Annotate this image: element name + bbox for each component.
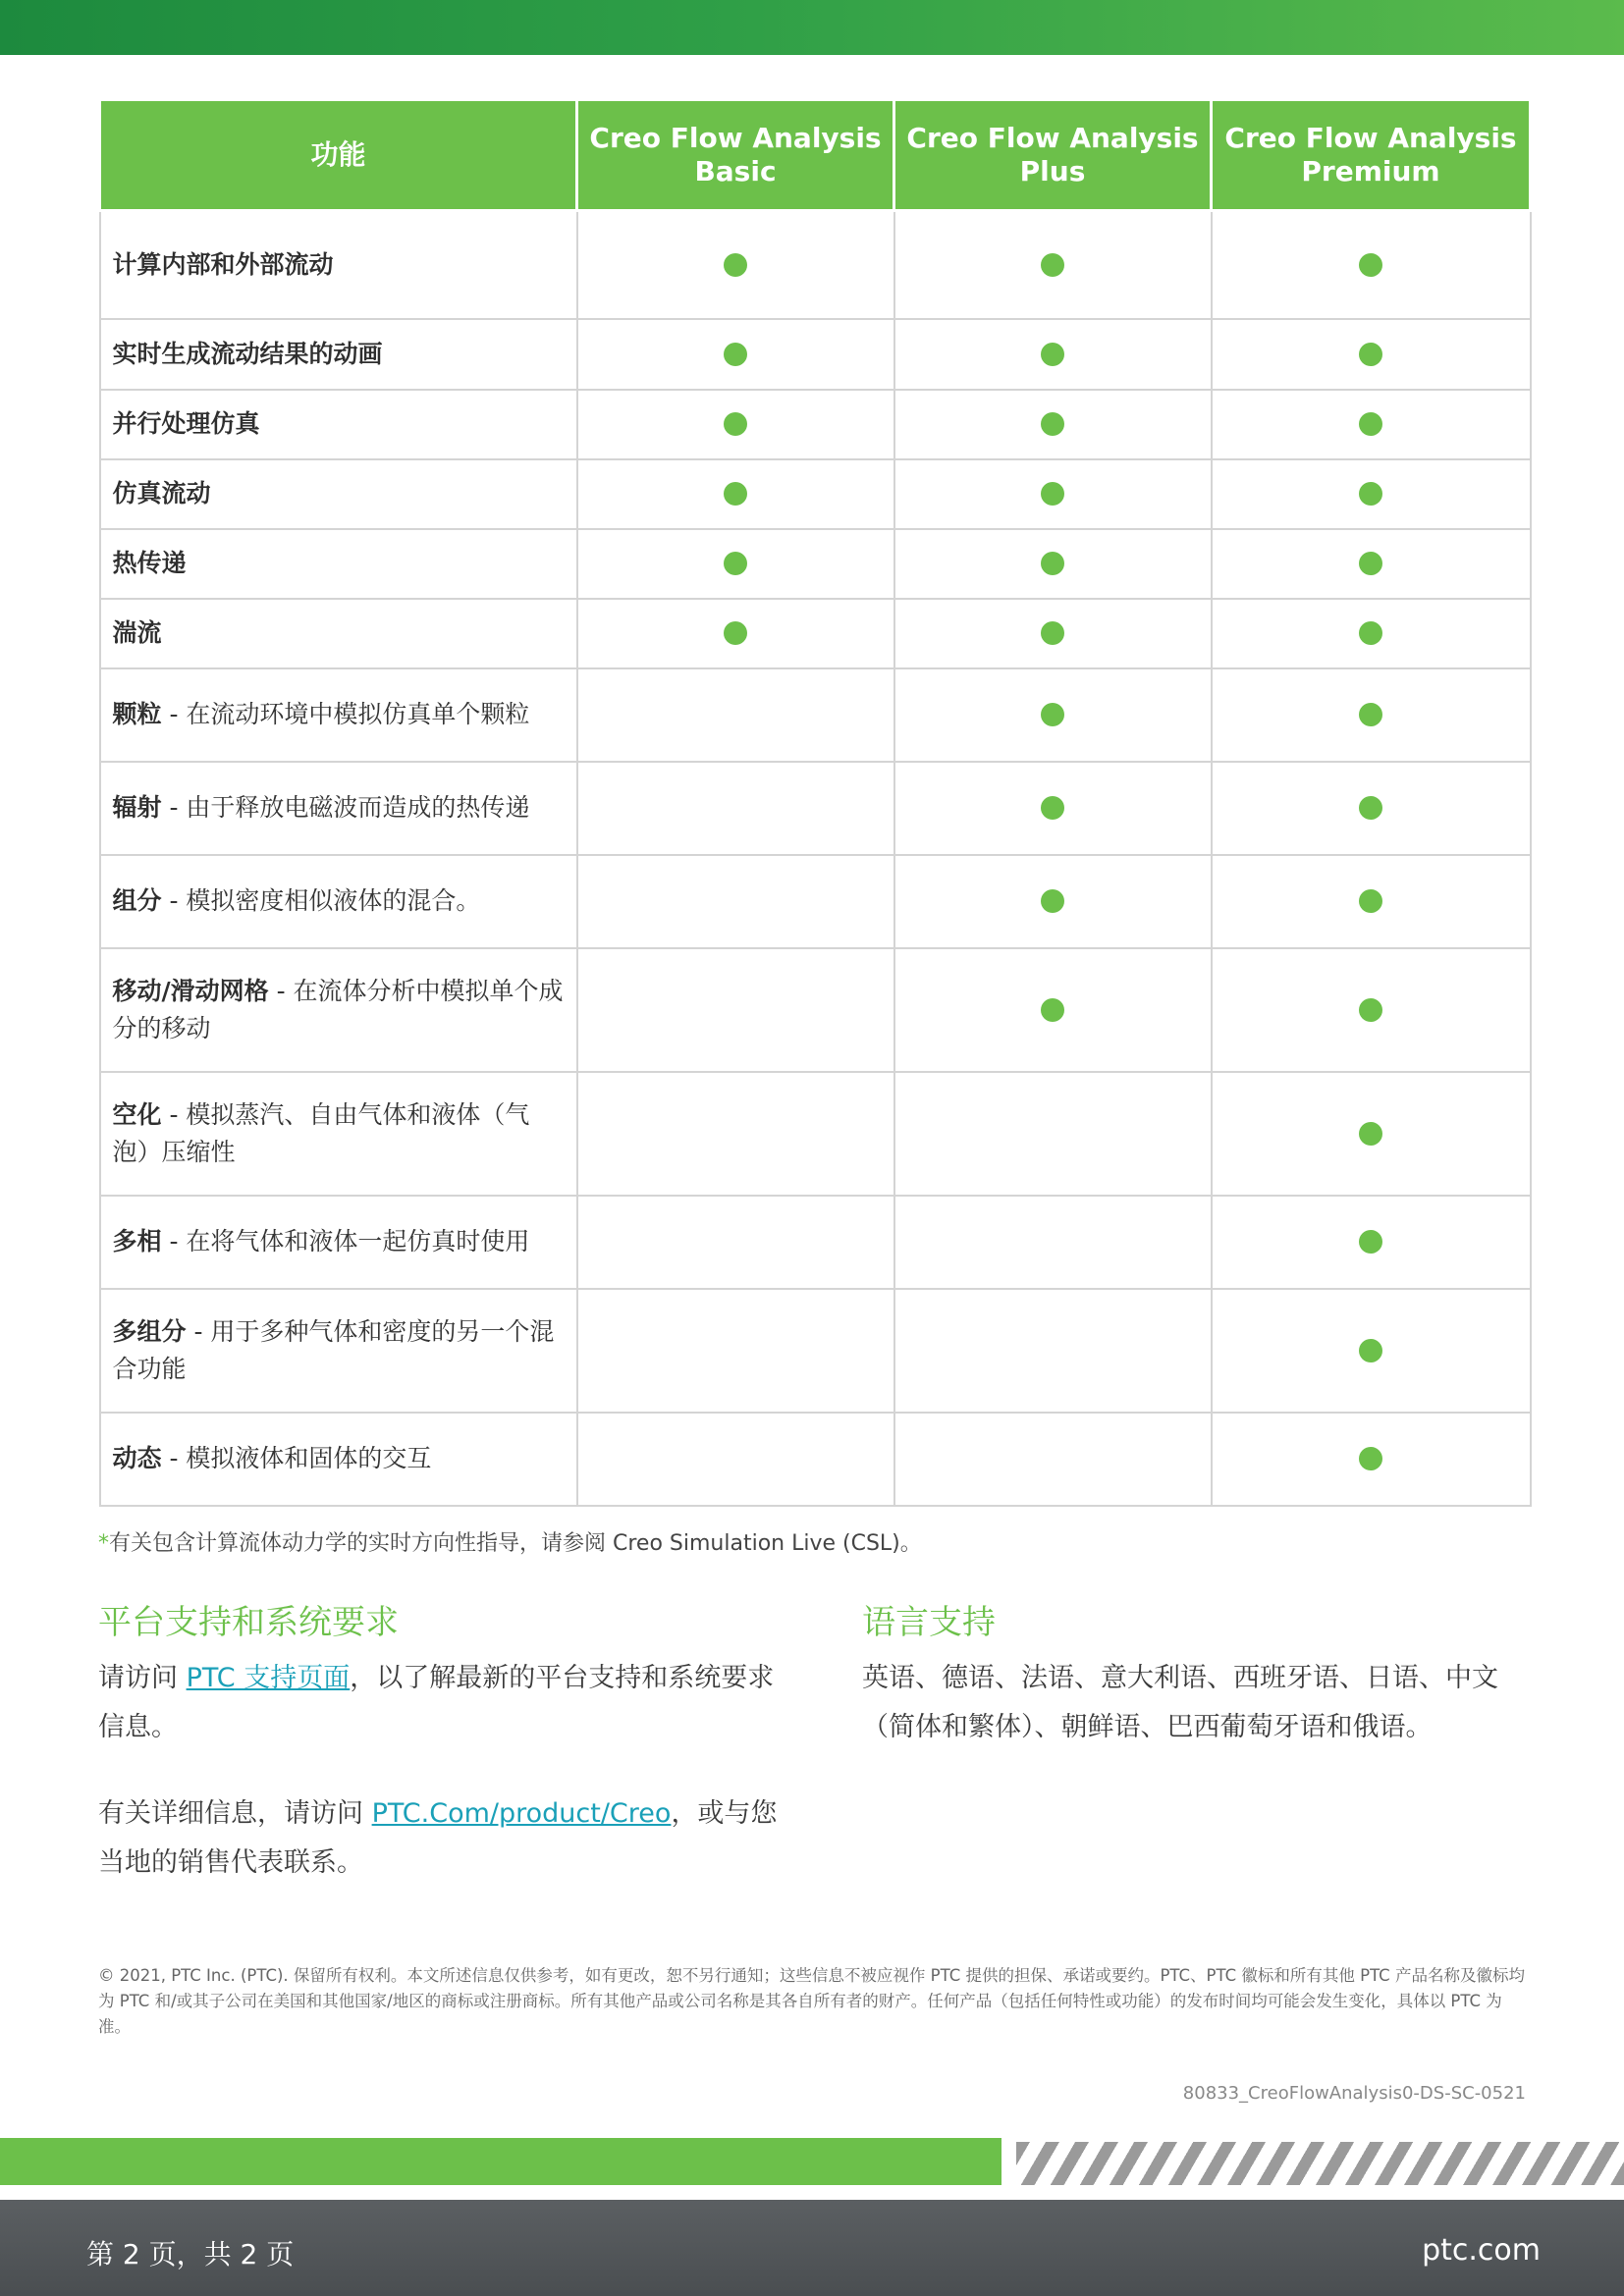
header-premium-line1: Creo Flow Analysis (1224, 122, 1517, 154)
top-banner (0, 0, 1624, 55)
included-dot-icon (1041, 412, 1064, 436)
cell-basic (577, 529, 894, 599)
included-dot-icon (1359, 253, 1382, 277)
cell-plus (894, 762, 1212, 855)
feature-name: 仿真流动 (112, 479, 211, 507)
cell-plus (894, 459, 1212, 529)
feature-name: 多组分 (112, 1316, 187, 1346)
cell-plus (894, 1072, 1212, 1196)
table-row (100, 529, 1531, 599)
feature-description: - 模拟蒸汽、自由气体和液体（气泡）压缩性 (112, 1099, 530, 1166)
cell-premium (1212, 211, 1531, 319)
cell-basic (577, 211, 894, 319)
legal-notice: © 2021, PTC Inc. (PTC). 保留所有权利。本文所述信息仅供参考，如有更改，恕不另行通知；这些信息不被应视作 PTC 提供的担保、承诺或要约。PTC、PTC 徽标和所有其他 PTC 产品名称及徽标均为 PTC 和/或其子公司在美国和其他国家/地区的商标或注册商标。所有其他产品或公司名称是其各自所有者的财产。任何产品（包括任何特性或功能）的发布时间均可能会发生变化，具体以 PTC 为准。 (98, 1966, 1525, 2036)
language-section-title: 语言支持 (862, 1603, 996, 1642)
feature-name: 颗粒 (112, 700, 162, 728)
cell-premium (1212, 762, 1531, 855)
footnote-text: 有关包含计算流体动力学的实时方向性指导，请参阅 Creo Simulation Live (CSL)。 (109, 1531, 922, 1556)
table-row (100, 762, 1531, 855)
feature-cell (100, 529, 577, 599)
included-dot-icon (724, 412, 747, 436)
feature-description: - 由于释放电磁波而造成的热传递 (161, 793, 530, 822)
feature-cell (100, 599, 577, 668)
feature-name: 辐射 (112, 793, 162, 822)
cell-premium (1212, 1196, 1531, 1289)
table-row (100, 855, 1531, 948)
included-dot-icon (1359, 1230, 1382, 1254)
included-dot-icon (724, 253, 747, 277)
cell-plus (894, 1196, 1212, 1289)
included-dot-icon (1359, 889, 1382, 913)
feature-cell (100, 668, 577, 762)
table-row (100, 1413, 1531, 1506)
platform-p1-before: 请访问 (98, 1663, 187, 1693)
header-plus-line1: Creo Flow Analysis (906, 122, 1199, 154)
feature-cell (100, 211, 577, 319)
feature-description: - 模拟液体和固体的交互 (161, 1444, 432, 1472)
header-basic-line1: Creo Flow Analysis (589, 122, 882, 154)
platform-paragraph-2 (98, 1789, 785, 1888)
header-feature: 功能 (100, 100, 577, 211)
table-header-row (100, 100, 1531, 211)
cell-basic (577, 855, 894, 948)
header-plus (894, 100, 1212, 211)
cell-basic (577, 1072, 894, 1196)
included-dot-icon (1041, 253, 1064, 277)
ptc-support-link[interactable]: PTC 支持页面 (186, 1663, 351, 1693)
cell-basic (577, 668, 894, 762)
platform-p1-after: ，以了解最新的平台支持和系统要求信息。 (98, 1663, 775, 1742)
feature-name: 动态 (112, 1444, 162, 1472)
footer-green-strip (0, 2138, 1001, 2185)
cell-basic (577, 390, 894, 459)
language-paragraph: 英语、德语、法语、意大利语、西班牙语、日语、中文（简体和繁体）、朝鲜语、巴西葡萄牙语和俄语。 (862, 1663, 1498, 1742)
table-row (100, 390, 1531, 459)
included-dot-icon (724, 621, 747, 645)
cell-premium (1212, 599, 1531, 668)
included-dot-icon (724, 343, 747, 366)
feature-cell (100, 1072, 577, 1196)
feature-name: 湍流 (112, 618, 162, 647)
cell-premium (1212, 319, 1531, 390)
cell-basic (577, 948, 894, 1072)
feature-description: - 模拟密度相似液体的混合。 (161, 886, 481, 915)
included-dot-icon (1359, 1339, 1382, 1362)
cell-basic (577, 459, 894, 529)
feature-description: - 在将气体和液体一起仿真时使用 (161, 1227, 530, 1255)
table-row (100, 1072, 1531, 1196)
cell-basic (577, 1196, 894, 1289)
table-row (100, 1289, 1531, 1413)
feature-name: 并行处理仿真 (112, 409, 260, 438)
included-dot-icon (1041, 998, 1064, 1022)
cell-premium (1212, 668, 1531, 762)
table-row (100, 211, 1531, 319)
included-dot-icon (1359, 621, 1382, 645)
header-plus-line2: Plus (1019, 155, 1086, 187)
cell-basic (577, 319, 894, 390)
cell-premium (1212, 855, 1531, 948)
feature-name: 实时生成流动结果的动画 (112, 339, 383, 368)
cell-plus (894, 668, 1212, 762)
footer-hatch-strip (1016, 2142, 1624, 2185)
feature-comparison-table (98, 98, 1532, 1507)
feature-name: 空化 (112, 1099, 162, 1129)
table-row (100, 319, 1531, 390)
cell-plus (894, 319, 1212, 390)
feature-cell (100, 948, 577, 1072)
cell-basic (577, 1413, 894, 1506)
included-dot-icon (724, 482, 747, 506)
feature-cell (100, 390, 577, 459)
feature-cell (100, 762, 577, 855)
cell-premium (1212, 1072, 1531, 1196)
cell-basic (577, 762, 894, 855)
table-row (100, 459, 1531, 529)
cell-plus (894, 390, 1212, 459)
platform-section-title: 平台支持和系统要求 (98, 1603, 399, 1642)
feature-description: - 在流动环境中模拟仿真单个颗粒 (161, 700, 530, 728)
feature-description: - 用于多种气体和密度的另一个混合功能 (112, 1316, 555, 1383)
included-dot-icon (1359, 1447, 1382, 1470)
cell-plus (894, 855, 1212, 948)
included-dot-icon (1359, 552, 1382, 575)
feature-description: - 在流体分析中模拟单个成分的移动 (112, 976, 564, 1042)
footnote-asterisk: * (98, 1531, 109, 1556)
table-row (100, 1196, 1531, 1289)
feature-cell (100, 855, 577, 948)
cell-plus (894, 529, 1212, 599)
included-dot-icon (1359, 796, 1382, 820)
cell-premium (1212, 390, 1531, 459)
feature-cell (100, 1196, 577, 1289)
feature-name: 移动/滑动网格 (112, 976, 269, 1005)
page-footer (0, 2200, 1624, 2296)
feature-cell (100, 1413, 577, 1506)
page-number: 第 2 页，共 2 页 (86, 2238, 295, 2270)
included-dot-icon (1359, 343, 1382, 366)
included-dot-icon (1359, 482, 1382, 506)
feature-name: 组分 (112, 886, 162, 915)
header-premium-line2: Premium (1301, 155, 1440, 187)
site-link[interactable]: ptc.com (1422, 2233, 1541, 2268)
platform-p2-after: ，或与您当地的销售代表联系。 (98, 1798, 778, 1878)
ptc-product-link[interactable]: PTC.Com/product/Creo (371, 1798, 672, 1829)
included-dot-icon (1041, 482, 1064, 506)
platform-paragraph-1 (98, 1654, 785, 1752)
feature-name: 热传递 (112, 549, 187, 577)
cell-premium (1212, 1413, 1531, 1506)
included-dot-icon (1359, 703, 1382, 726)
table-row (100, 599, 1531, 668)
footnote (98, 1526, 922, 1557)
feature-name: 计算内部和外部流动 (112, 249, 334, 279)
cell-premium (1212, 529, 1531, 599)
cell-plus (894, 211, 1212, 319)
document-id: 80833_CreoFlowAnalysis0-DS-SC-0521 (1182, 2083, 1526, 2104)
feature-cell (100, 459, 577, 529)
cell-plus (894, 1413, 1212, 1506)
included-dot-icon (1041, 343, 1064, 366)
header-premium (1212, 100, 1531, 211)
included-dot-icon (1359, 412, 1382, 436)
feature-cell (100, 319, 577, 390)
table-row (100, 668, 1531, 762)
cell-premium (1212, 459, 1531, 529)
included-dot-icon (1041, 621, 1064, 645)
table-row (100, 948, 1531, 1072)
cell-premium (1212, 1289, 1531, 1413)
included-dot-icon (1359, 1122, 1382, 1146)
included-dot-icon (1359, 998, 1382, 1022)
included-dot-icon (1041, 552, 1064, 575)
feature-cell (100, 1289, 577, 1413)
cell-plus (894, 1289, 1212, 1413)
cell-premium (1212, 948, 1531, 1072)
cell-plus (894, 948, 1212, 1072)
cell-basic (577, 599, 894, 668)
cell-plus (894, 599, 1212, 668)
included-dot-icon (724, 552, 747, 575)
header-basic-line2: Basic (694, 155, 777, 187)
feature-name: 多相 (112, 1227, 162, 1255)
cell-basic (577, 1289, 894, 1413)
included-dot-icon (1041, 703, 1064, 726)
header-basic (577, 100, 894, 211)
platform-p2-before: 有关详细信息，请访问 (98, 1798, 372, 1829)
included-dot-icon (1041, 889, 1064, 913)
included-dot-icon (1041, 796, 1064, 820)
